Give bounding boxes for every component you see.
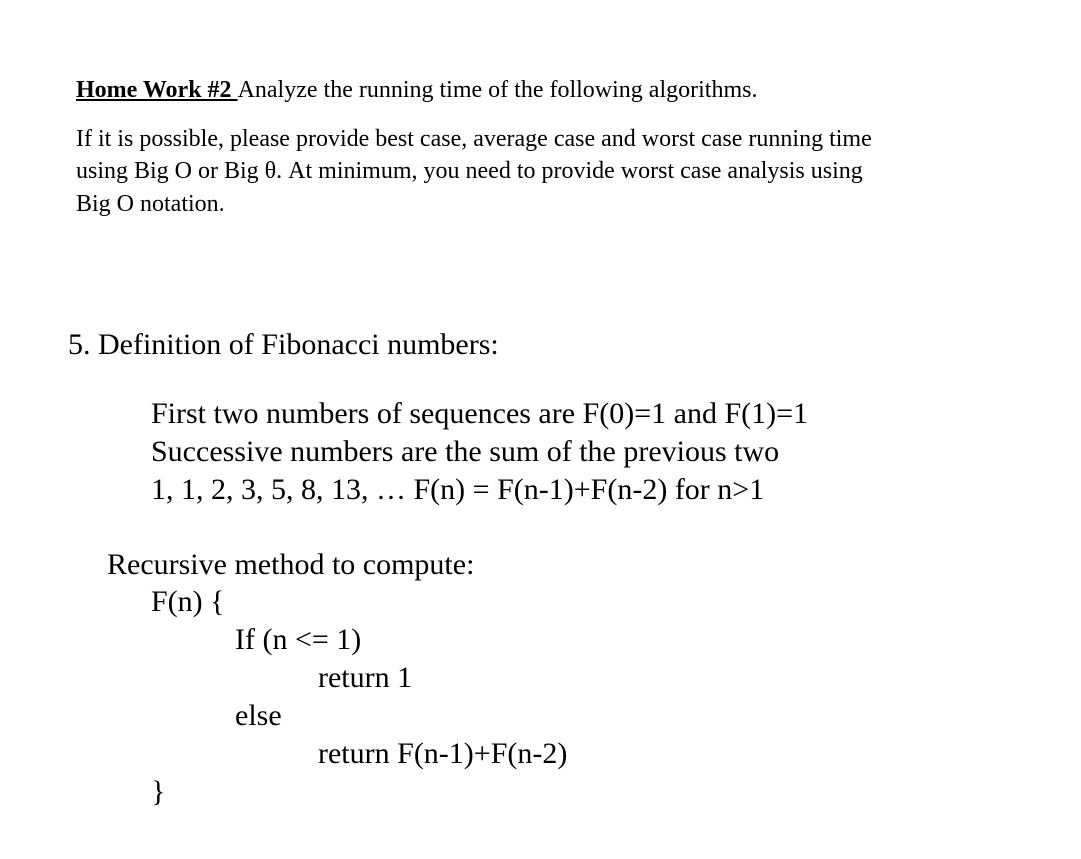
code-signature: F(n) { bbox=[151, 585, 225, 618]
instructions-line-3: Big O notation. bbox=[76, 191, 225, 217]
problem-heading: 5. Definition of Fibonacci numbers: bbox=[68, 328, 499, 361]
definition-line-1: First two numbers of sequences are F(0)=1 and F(1)=1 bbox=[151, 397, 809, 430]
code-else-line: else bbox=[235, 699, 282, 732]
code-return-1: return 1 bbox=[318, 661, 413, 694]
definition-line-2: Successive numbers are the sum of the previous two bbox=[151, 435, 780, 468]
code-close-brace: } bbox=[151, 775, 166, 808]
method-heading: Recursive method to compute: bbox=[107, 548, 475, 581]
header-line bbox=[76, 78, 757, 102]
homework-title: Home Work #2 bbox=[76, 77, 238, 103]
definition-line-3: 1, 1, 2, 3, 5, 8, 13, … F(n) = F(n-1)+F(n-2) for n>1 bbox=[151, 473, 765, 506]
instructions-line-1: If it is possible, please provide best case, average case and worst case running time bbox=[76, 126, 872, 152]
instructions-line-2: using Big O or Big θ. At minimum, you need to provide worst case analysis using bbox=[76, 158, 863, 184]
homework-subtitle: Analyze the running time of the following algorithms. bbox=[237, 77, 758, 103]
code-return-2: return F(n-1)+F(n-2) bbox=[318, 737, 568, 770]
code-if-line: If (n <= 1) bbox=[235, 623, 362, 656]
